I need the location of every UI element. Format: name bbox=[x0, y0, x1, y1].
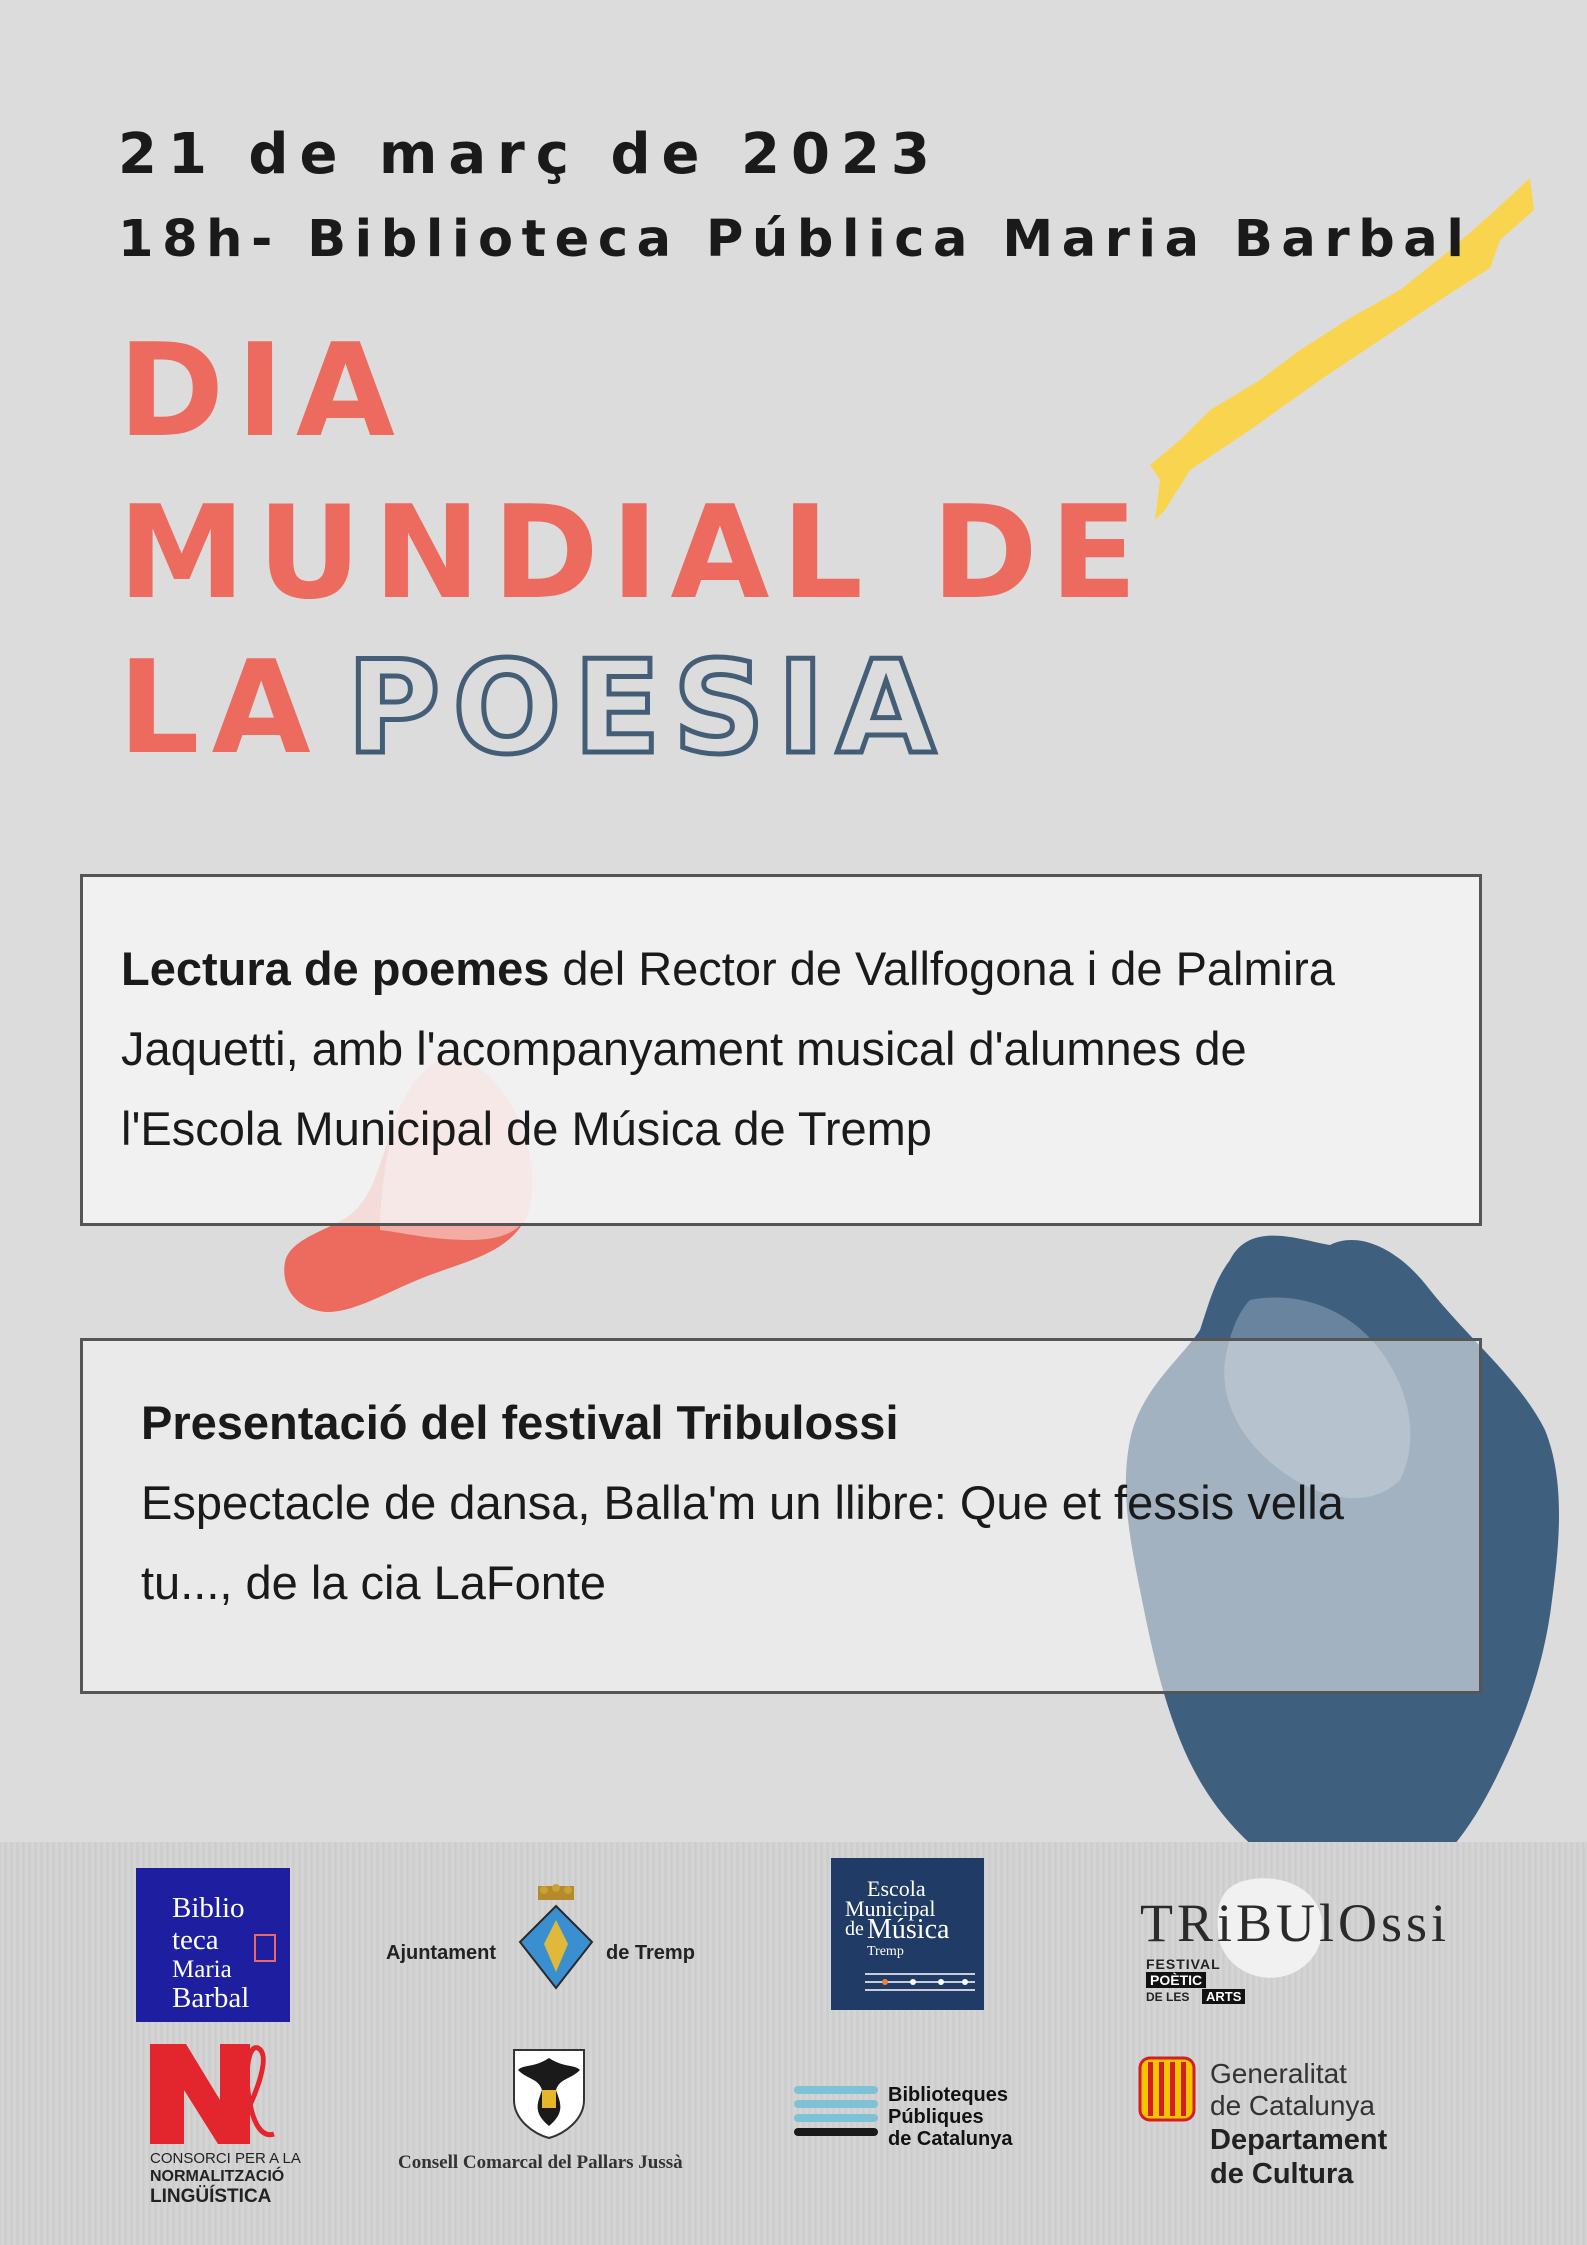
title-line-3 bbox=[118, 634, 948, 783]
biblioteques-label-3: de Catalunya bbox=[888, 2128, 1013, 2150]
title-line-2: MUNDIAL DE bbox=[118, 479, 1150, 628]
event-festival-text bbox=[141, 1383, 1461, 1623]
escola-logo-line3: de bbox=[845, 1918, 864, 1940]
escola-logo-line2: Municipal bbox=[845, 1896, 936, 1921]
biblioteques-publiques-icon bbox=[792, 2082, 882, 2152]
event-box-festival bbox=[80, 1338, 1482, 1694]
consorci-nl-icon bbox=[150, 2044, 280, 2144]
tribulossi-name: TRiBUlOssi bbox=[1140, 1893, 1451, 1953]
biblioteca-logo-line3: Maria bbox=[172, 1956, 232, 1983]
biblioteques-label-1: Biblioteques bbox=[888, 2084, 1009, 2106]
generalitat-senyera-icon bbox=[1138, 2056, 1198, 2126]
escola-logo-line4: Música bbox=[867, 1914, 950, 1945]
event-festival-line2: tu..., de la cia LaFonte bbox=[141, 1556, 607, 1609]
tribulossi-sub-3: DE LES bbox=[1146, 1990, 1190, 2004]
event-festival-line1: Espectacle de dansa, Balla'm un llibre: Que et fessis vella bbox=[141, 1476, 1344, 1529]
music-staff-icon bbox=[865, 1970, 975, 1996]
title-line-1: DIA bbox=[118, 317, 407, 466]
event-time-place: 18h- Biblioteca Pública Maria Barbal bbox=[118, 210, 1473, 269]
event-reading-line2: Jaquetti, amb l'acompanyament musical d'alumnes de bbox=[121, 1022, 1247, 1075]
tribulossi-sub-4: ARTS bbox=[1202, 1989, 1245, 2004]
biblioteca-logo-line4: Barbal bbox=[172, 1982, 250, 2014]
event-festival-heading: Presentació del festival Tribulossi bbox=[141, 1396, 899, 1449]
title-poesia: POESIA bbox=[346, 634, 948, 783]
event-reading-line3: l'Escola Municipal de Música de Tremp bbox=[121, 1102, 932, 1155]
event-reading-lead: Lectura de poemes bbox=[121, 942, 550, 995]
consell-comarcal-eagle-icon bbox=[504, 2040, 594, 2140]
tremp-coat-of-arms-icon bbox=[516, 1884, 596, 1994]
consorci-label-1: CONSORCI PER A LA bbox=[150, 2150, 301, 2167]
escola-logo-line5: Tremp bbox=[867, 1944, 904, 1959]
biblioteca-book-icon bbox=[254, 1934, 276, 1962]
event-date: 21 de març de 2023 bbox=[118, 122, 941, 187]
consorci-label-2: NORMALITZACIÓ bbox=[150, 2168, 285, 2185]
event-box-reading bbox=[80, 874, 1482, 1226]
tribulossi-sub-1: FESTIVAL bbox=[1146, 1956, 1221, 1972]
ajuntament-label-right: de Tremp bbox=[606, 1942, 695, 1964]
tribulossi-logo bbox=[1140, 1872, 1480, 2012]
consell-comarcal-label: Consell Comarcal del Pallars Jussà bbox=[398, 2152, 683, 2173]
generalitat-label-1: Generalitat bbox=[1210, 2058, 1347, 2089]
consorci-label-3: LINGÜÍSTICA bbox=[150, 2186, 272, 2207]
biblioteques-label-2: Públiques bbox=[888, 2106, 984, 2128]
biblioteca-maria-barbal-logo bbox=[136, 1868, 290, 2022]
biblioteca-logo-line1: Biblio bbox=[172, 1892, 245, 1924]
event-reading-line1: del Rector de Vallfogona i de Palmira bbox=[549, 942, 1335, 995]
biblioteca-logo-line2: teca bbox=[172, 1924, 219, 1956]
event-reading-text bbox=[121, 929, 1461, 1169]
title-la: LA bbox=[118, 634, 323, 783]
generalitat-label-3: Departament bbox=[1210, 2124, 1388, 2156]
generalitat-label-4: de Cultura bbox=[1210, 2158, 1354, 2190]
generalitat-label-2: de Catalunya bbox=[1210, 2090, 1376, 2121]
tribulossi-sub-2: POÈTIC bbox=[1146, 1972, 1206, 1988]
escola-logo-line1: Escola bbox=[867, 1876, 926, 1901]
escola-musica-logo bbox=[831, 1858, 984, 2010]
ajuntament-label-left: Ajuntament bbox=[386, 1942, 496, 1964]
